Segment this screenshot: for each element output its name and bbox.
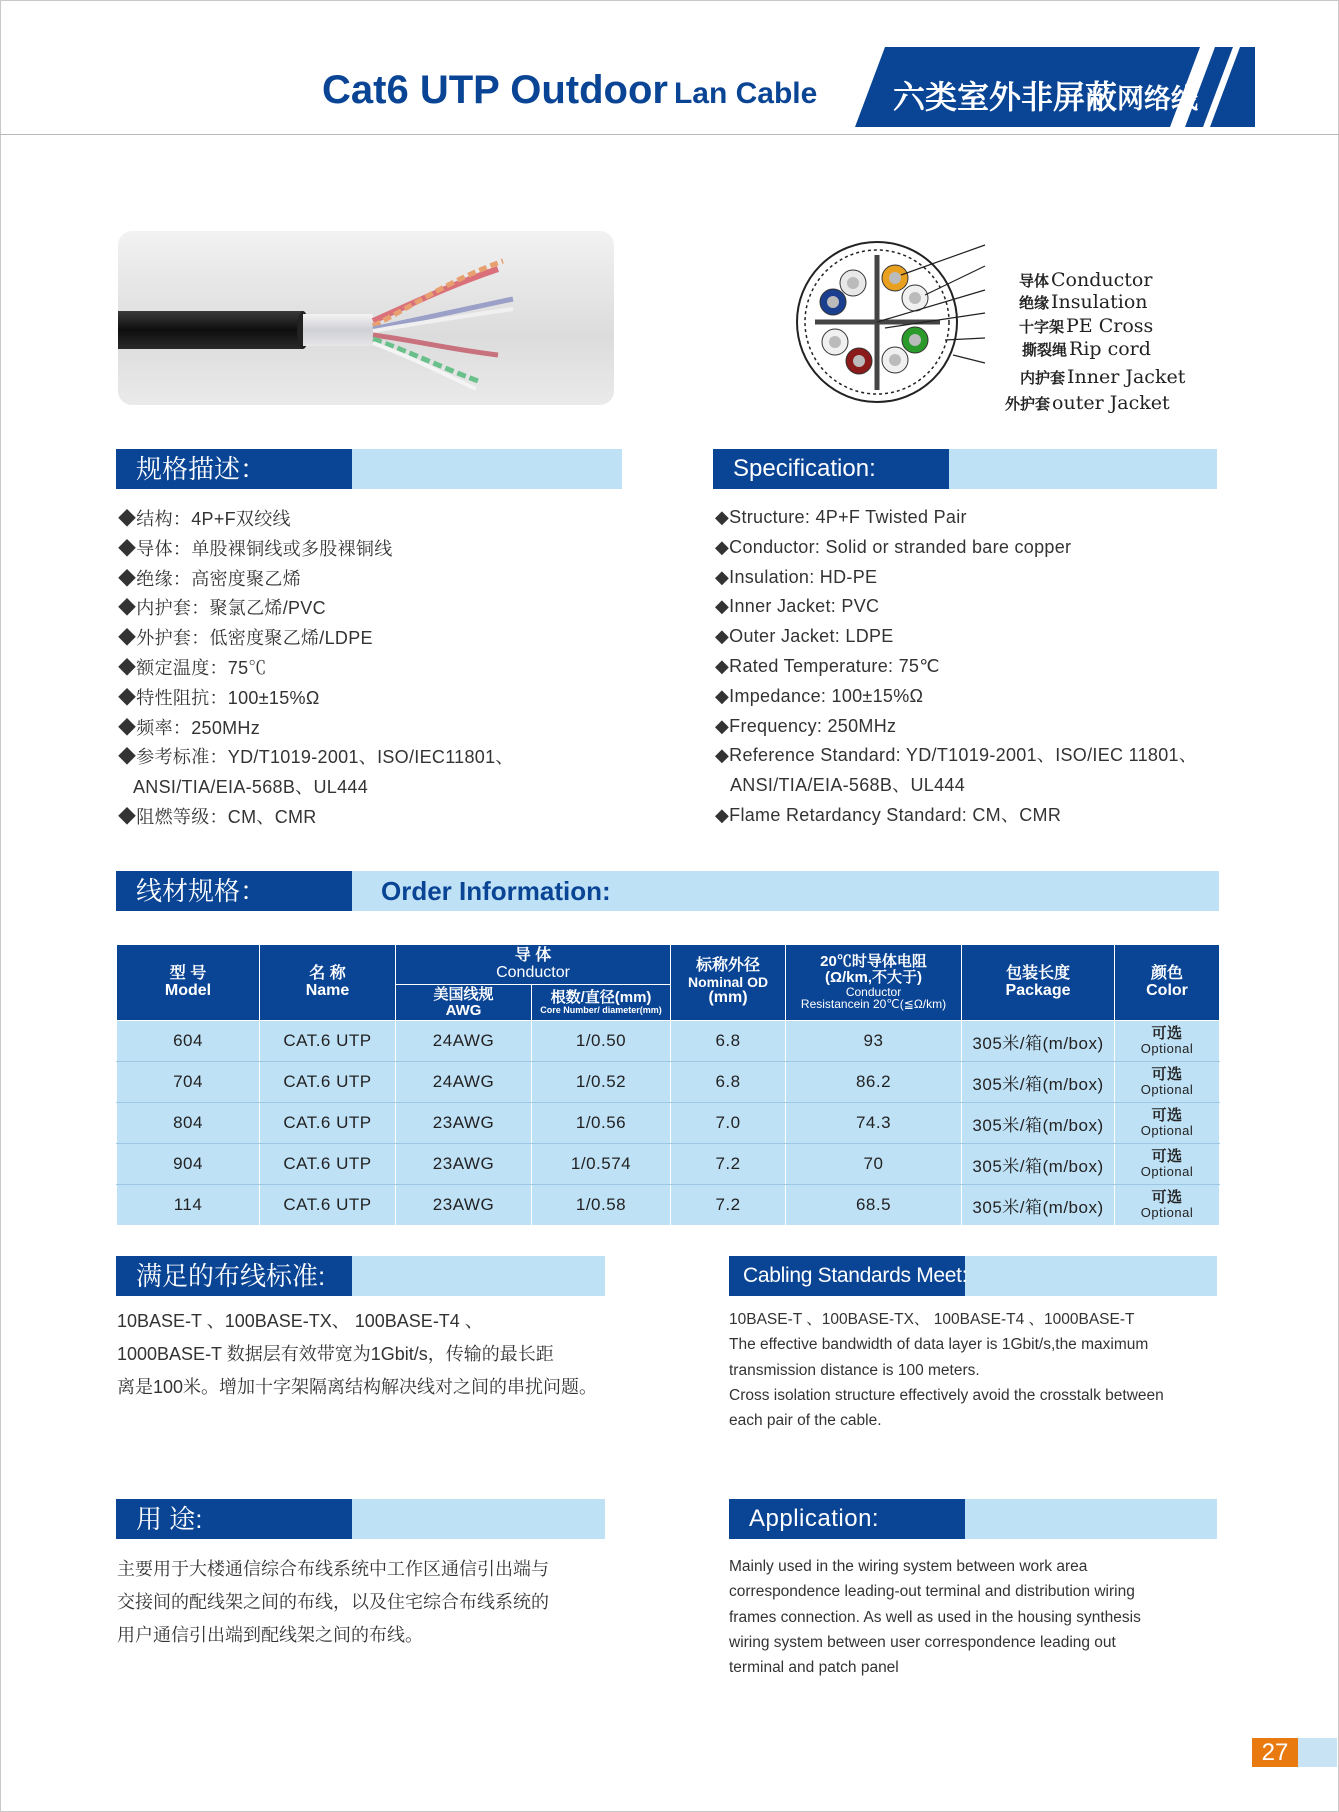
col-od: 标称外径 Nominal OD (mm): [671, 945, 786, 1021]
cable-photo: [118, 231, 614, 405]
text-line: 离是100米。增加十字架隔离结构解决线对之间的串扰问题。: [117, 1377, 598, 1397]
cell-od: 7.2: [671, 1185, 786, 1226]
cell-color: 可选 Optional: [1115, 1144, 1220, 1185]
list-item: ◆结构：4P+F双绞线: [118, 509, 291, 529]
cell-name: CAT.6 UTP: [260, 1144, 396, 1185]
list-item: ◆频率：250MHz: [118, 717, 261, 738]
standards-en-text: [729, 1307, 1164, 1433]
col-package: 包装长度 Package: [962, 945, 1115, 1021]
col-color: 颜色 Color: [1115, 945, 1220, 1021]
standards-en-heading: Cabling Standards Meet:: [729, 1256, 965, 1296]
col-conductor: 导 体 Conductor: [396, 945, 671, 985]
list-item: ◆Outer Jacket: LDPE: [715, 626, 894, 647]
label-rip-cord: 撕裂绳 Rip cord: [1022, 338, 1151, 360]
table-row: [117, 1103, 1220, 1144]
list-item: ◆绝缘：高密度聚乙烯: [118, 568, 301, 589]
spec-cn-list: [118, 505, 514, 833]
col-name: 名 称 Name: [260, 945, 396, 1021]
order-table: [116, 944, 1220, 1225]
list-item: ◆外护套：低密度聚乙烯/LDPE: [118, 628, 373, 649]
cell-name: CAT.6 UTP: [260, 1103, 396, 1144]
title-cn: 六类室外非屏蔽网络线: [893, 79, 1199, 115]
cell-resistance: 74.3: [786, 1103, 962, 1144]
text-line: frames connection. As well as used in the housing synthesis: [729, 1608, 1141, 1626]
cell-resistance: 70: [786, 1144, 962, 1185]
text-line: wiring system between user correspondence leading out: [729, 1633, 1116, 1651]
spec-en-list: [715, 503, 1197, 831]
cell-name: CAT.6 UTP: [260, 1021, 396, 1062]
order-header: [116, 871, 1219, 911]
text-line: The effective bandwidth of data layer is 1Gbit/s,the maximum: [729, 1336, 1149, 1354]
standards-en-header: [729, 1256, 1217, 1296]
list-item: ◆内护套：聚氯乙烯/PVC: [118, 598, 326, 619]
cell-package: 305米/箱(m/box): [962, 1185, 1115, 1226]
cell-color: 可选 Optional: [1115, 1062, 1220, 1103]
spec-cn-heading: 规格描述：: [116, 449, 352, 489]
cell-awg: 23AWG: [396, 1144, 532, 1185]
cell-color: 可选 Optional: [1115, 1185, 1220, 1226]
spec-en-header: [713, 449, 1217, 489]
order-heading-cn: 线材规格：: [116, 871, 352, 911]
application-cn-heading: 用 途:: [116, 1499, 352, 1539]
cell-package: 305米/箱(m/box): [962, 1103, 1115, 1144]
text-line: correspondence leading-out terminal and distribution wiring: [729, 1583, 1135, 1601]
standards-cn-heading: 满足的布线标准:: [116, 1256, 352, 1296]
standards-cn-header: [116, 1256, 605, 1296]
list-item: ◆Conductor: Solid or stranded bare copper: [715, 536, 1072, 557]
cell-package: 305米/箱(m/box): [962, 1062, 1115, 1103]
list-item: ◆阻燃等级：CM、CMR: [118, 806, 317, 827]
cell-resistance: 93: [786, 1021, 962, 1062]
cell-name: CAT.6 UTP: [260, 1185, 396, 1226]
application-en-text: [729, 1554, 1141, 1680]
col-resistance: 20℃时导体电阻 (Ω/km,不大于) Conductor Resistancein 20℃(≦Ω/km): [786, 945, 962, 1021]
title-en: Cat6 UTP Outdoor Lan Cable: [322, 68, 818, 112]
cell-awg: 24AWG: [396, 1062, 532, 1103]
spec-cn-header: [116, 449, 622, 489]
cell-resistance: 68.5: [786, 1185, 962, 1226]
cell-model: 804: [117, 1103, 260, 1144]
cell-core: 1/0.50: [532, 1021, 671, 1062]
text-line: Cross isolation structure effectively avoid the crosstalk between: [729, 1386, 1164, 1404]
page-number-bar: [1295, 1738, 1337, 1767]
text-line: 主要用于大楼通信综合布线系统中工作区通信引出端与: [117, 1559, 549, 1579]
list-item: ◆特性阻抗：100±15%Ω: [118, 687, 320, 708]
cell-od: 6.8: [671, 1062, 786, 1103]
text-line: terminal and patch panel: [729, 1659, 899, 1677]
standards-cn-text: [117, 1305, 597, 1404]
list-item: ◆额定温度：75℃: [118, 657, 267, 678]
table-row: [117, 1021, 1220, 1062]
table-row: [117, 1185, 1220, 1226]
cell-awg: 23AWG: [396, 1103, 532, 1144]
cell-od: 7.2: [671, 1144, 786, 1185]
text-line: 10BASE-T 、100BASE-TX、 100BASE-T4 、1000BASE-T: [729, 1311, 1135, 1328]
list-item: ◆Insulation: HD-PE: [715, 566, 878, 587]
cell-package: 305米/箱(m/box): [962, 1021, 1115, 1062]
list-item: ◆Impedance: 100±15%Ω: [715, 685, 924, 706]
cell-awg: 23AWG: [396, 1185, 532, 1226]
text-line: 用户通信引出端到配线架之间的布线。: [117, 1625, 423, 1645]
list-item: ◆Frequency: 250MHz: [715, 715, 897, 736]
label-outer-jacket: 外护套 outer Jacket: [1005, 392, 1170, 414]
order-heading-en: Order Information:: [381, 876, 611, 906]
cell-od: 7.0: [671, 1103, 786, 1144]
application-en-heading: Application:: [729, 1499, 965, 1539]
cell-core: 1/0.56: [532, 1103, 671, 1144]
text-line: 10BASE-T 、100BASE-TX、 100BASE-T4 、: [117, 1311, 483, 1331]
list-item: ANSI/TIA/EIA-568B、UL444: [730, 775, 966, 796]
cell-model: 604: [117, 1021, 260, 1062]
text-line: each pair of the cable.: [729, 1412, 882, 1430]
cell-core: 1/0.58: [532, 1185, 671, 1226]
table-row: [117, 1062, 1220, 1103]
cell-model: 114: [117, 1185, 260, 1226]
cell-resistance: 86.2: [786, 1062, 962, 1103]
label-pe-cross: 十字架 PE Cross: [1019, 315, 1154, 337]
label-inner-jacket: 内护套 Inner Jacket: [1020, 366, 1186, 388]
cell-core: 1/0.574: [532, 1144, 671, 1185]
cell-model: 704: [117, 1062, 260, 1103]
spec-en-heading: Specification:: [713, 449, 949, 489]
list-item: ◆Structure: 4P+F Twisted Pair: [715, 507, 967, 527]
text-line: transmission distance is 100 meters.: [729, 1361, 980, 1379]
cell-name: CAT.6 UTP: [260, 1062, 396, 1103]
label-conductor: 导体 Conductor: [1019, 269, 1153, 291]
cell-core: 1/0.52: [532, 1062, 671, 1103]
list-item: ANSI/TIA/EIA-568B、UL444: [133, 777, 369, 798]
col-awg: 美国线规 AWG: [396, 985, 532, 1021]
list-item: ◆Inner Jacket: PVC: [715, 596, 880, 617]
text-line: Mainly used in the wiring system between work area: [729, 1558, 1088, 1575]
list-item: ◆参考标准：YD/T1019-2001、ISO/IEC11801、: [118, 747, 514, 768]
application-cn-header: [116, 1499, 605, 1539]
label-insulation: 绝缘 Insulation: [1019, 291, 1148, 313]
col-model: 型 号 Model: [117, 945, 260, 1021]
application-en-header: [729, 1499, 1217, 1539]
cell-color: 可选 Optional: [1115, 1103, 1220, 1144]
header-divider: [0, 134, 1339, 135]
col-core: 根数/直径(mm) Core Number/ diameter(mm): [532, 985, 671, 1021]
list-item: ◆Flame Retardancy Standard: CM、CMR: [715, 804, 1062, 825]
cell-package: 305米/箱(m/box): [962, 1144, 1115, 1185]
page-number: 27: [1252, 1738, 1298, 1767]
text-line: 交接间的配线架之间的布线，以及住宅综合布线系统的: [117, 1592, 549, 1612]
application-cn-text: [117, 1553, 549, 1652]
table-row: [117, 1144, 1220, 1185]
cell-color: 可选 Optional: [1115, 1021, 1220, 1062]
cell-model: 904: [117, 1144, 260, 1185]
list-item: ◆Reference Standard: YD/T1019-2001、ISO/IEC 11801、: [715, 745, 1198, 766]
list-item: ◆导体：单股裸铜线或多股裸铜线: [118, 538, 393, 559]
cell-od: 6.8: [671, 1021, 786, 1062]
text-line: 1000BASE-T 数据层有效带宽为1Gbit/s，传输的最长距: [117, 1344, 554, 1364]
cell-awg: 24AWG: [396, 1021, 532, 1062]
list-item: ◆Rated Temperature: 75℃: [715, 655, 940, 676]
